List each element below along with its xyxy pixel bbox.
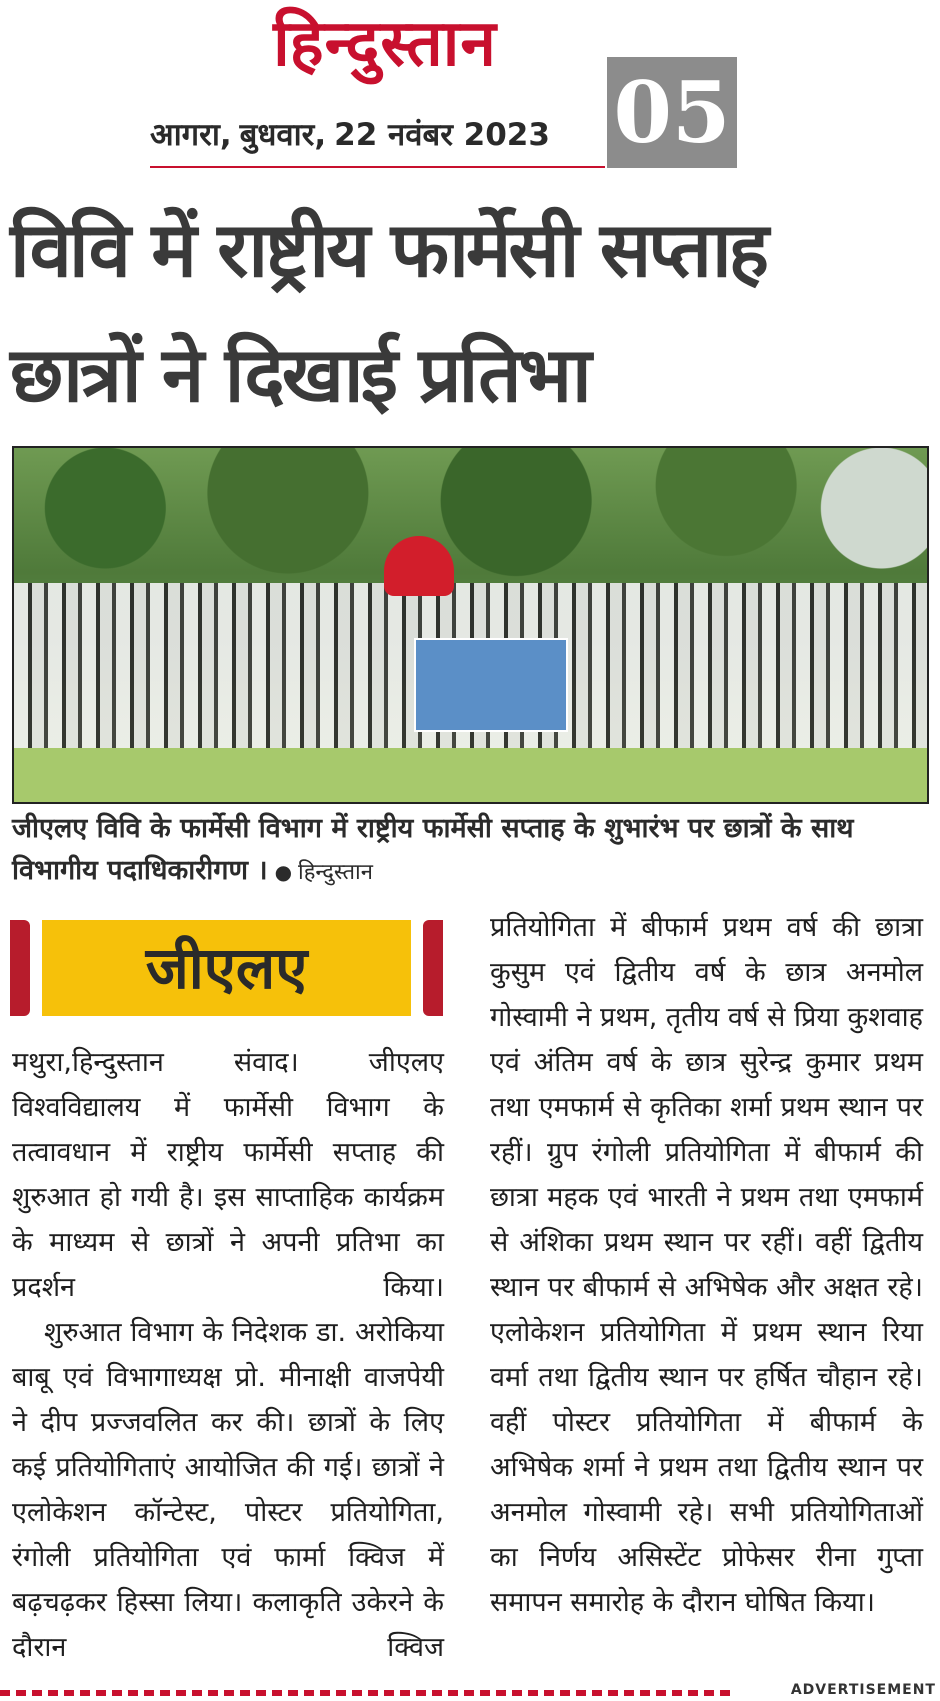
photo-caption: [12, 808, 927, 894]
article-paragraph-1: मथुरा,हिन्दुस्तान संवाद। जीएलए विश्वविद्यालय में फार्मेसी विभाग के तत्वावधान में राष्ट्रीय फार्मेसी सप्ताह की शुरुआत हो गयी है। इस साप्ताहिक कार्यक्रम के माध्यम से छात्रों ने अपनी प्रतिभा का प्रदर्शन किया।: [12, 1047, 444, 1303]
section-badge: [10, 920, 443, 1016]
page-number: 05: [607, 57, 737, 168]
dateline: [150, 110, 600, 160]
news-photo: [12, 446, 929, 804]
article-column-left: [12, 1040, 444, 1670]
footer-ad-label: ADVERTISEMENT: [735, 1682, 940, 1701]
dateline-weekday: बुधवार,: [239, 117, 327, 153]
photo-credit: हिन्दुस्तान: [298, 860, 373, 885]
bullet-icon: ●: [267, 860, 293, 884]
photo-trees: [14, 448, 927, 598]
dateline-city: आगरा,: [150, 117, 232, 153]
dateline-date: 22 नवंबर 2023: [334, 117, 550, 153]
masthead-logo: हिन्दुस्तान: [273, 6, 497, 81]
badge-left-tab: [10, 920, 30, 1016]
dateline-divider: [150, 166, 605, 168]
article-paragraph-3: प्रतियोगिता में बीफार्म प्रथम वर्ष की छात्रा कुसुम एवं द्वितीय वर्ष के छात्र अनमोल गोस्वामी ने प्रथम, तृतीय वर्ष से प्रिया कुशवाह एवं अंतिम वर्ष के छात्र सुरेन्द्र कुमार प्रथम तथा एमफार्म से कृतिका शर्मा प्रथम स्थान पर रहीं। ग्रुप रंगोली प्रतियोगिता में बीफार्म की छात्रा महक एवं भारती ने प्रथम तथा एमफार्म से अंशिका प्रथम स्थान पर रहीं। वहीं द्वितीय स्थान पर बीफार्म से अभिषेक और अक्षत रहे। एलोकेशन प्रतियोगिता में प्रथम स्थान रिया वर्मा तथा द्वितीय स्थान पर हर्षित चौहान रहे। वहीं पोस्टर प्रतियोगिता में बीफार्म के अभिषेक शर्मा ने प्रथम तथा द्वितीय स्थान पर अनमोल गोस्वामी रहे। सभी प्रतियोगिताओं का निर्णय असिस्टेंट प्रोफेसर रीना गुप्ता समापन समारोह के दौरान घोषित किया।: [490, 912, 923, 1618]
headline-line-1: विवि में राष्ट्रीय फार्मेसी सप्ताह: [10, 205, 767, 294]
caption-text: जीएलए विवि के फार्मेसी विभाग में राष्ट्रीय फार्मेसी सप्ताह के शुभारंभ पर छात्रों के साथ विभागीय पदाधिकारीगण ।: [12, 813, 854, 886]
article-paragraph-2: शुरुआत विभाग के निदेशक डा. अरोकिया बाबू एवं विभागाध्यक्ष प्रो. मीनाक्षी वाजपेयी ने दीप प्रज्जवलित कर की। छात्रों के लिए कई प्रतियोगिताएं आयोजित की गई। छात्रों ने एलोकेशन कॉन्टेस्ट, पोस्टर प्रतियोगिता, रंगोली प्रतियोगिता एवं फार्मा क्विज में बढ़चढ़कर हिस्सा लिया। कलाकृति उकेरने के दौरान क्विज: [12, 1317, 444, 1663]
photo-grass: [14, 748, 927, 802]
photo-banner: [414, 638, 568, 732]
badge-right-tab: [423, 920, 443, 1016]
article-column-right: [490, 905, 923, 1625]
badge-label: जीएलए: [42, 920, 411, 1016]
headline-line-2: छात्रों ने दिखाई प्रतिभा: [10, 330, 589, 419]
